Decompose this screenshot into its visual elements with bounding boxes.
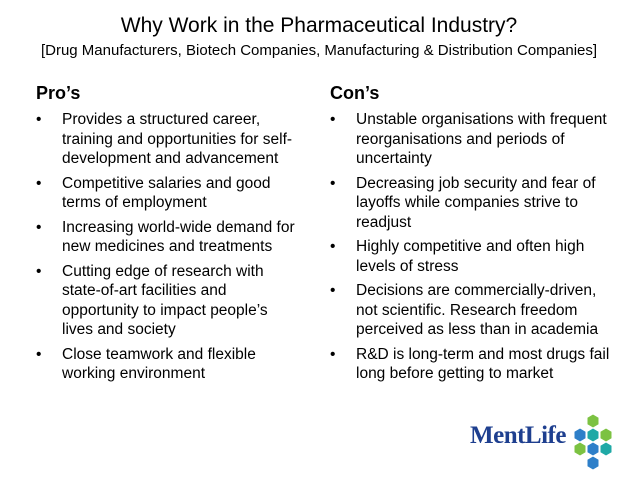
bullet: • bbox=[36, 111, 42, 128]
list-item-text: Highly competitive and often high levels of stress bbox=[356, 238, 585, 275]
cons-heading: Con’s bbox=[330, 83, 380, 103]
pros-column bbox=[36, 82, 298, 389]
cons-list bbox=[330, 110, 610, 384]
list-item bbox=[330, 281, 610, 340]
list-item bbox=[330, 345, 610, 384]
bullet: • bbox=[36, 218, 42, 236]
cons-column bbox=[330, 82, 610, 389]
hexagon-molecule-icon bbox=[568, 412, 618, 472]
hexagon-icon bbox=[587, 428, 599, 442]
list-item bbox=[330, 110, 610, 169]
hexagon-icon bbox=[600, 428, 612, 442]
bullet: • bbox=[330, 174, 336, 192]
list-item-text: Competitive salaries and good terms of employment bbox=[62, 174, 271, 211]
slide-subtitle: [Drug Manufacturers, Biotech Companies, Manufacturing & Distribution Companies] bbox=[40, 42, 598, 59]
hexagon-icon bbox=[600, 442, 612, 456]
list-item bbox=[36, 262, 298, 340]
mentlife-logo bbox=[470, 412, 620, 472]
logo-text: MentLife bbox=[470, 422, 566, 449]
bullet: • bbox=[330, 282, 336, 299]
list-item-text: Increasing world-wide demand for new medicines and treatments bbox=[62, 218, 295, 255]
bullet: • bbox=[36, 262, 42, 280]
bullet: • bbox=[330, 111, 336, 128]
hexagon-icon bbox=[574, 428, 586, 442]
list-item bbox=[330, 237, 610, 276]
list-item bbox=[36, 174, 298, 213]
hexagon-icon bbox=[587, 414, 599, 428]
list-item-text: R&D is long-term and most drugs fail long before getting to market bbox=[356, 345, 610, 382]
list-item bbox=[36, 218, 298, 257]
bullet: • bbox=[36, 345, 42, 363]
bullet: • bbox=[330, 345, 336, 363]
bullet: • bbox=[330, 238, 336, 255]
hexagon-icon bbox=[587, 456, 599, 470]
hexagon-icon bbox=[574, 442, 586, 456]
pros-heading: Pro’s bbox=[36, 83, 81, 103]
list-item-text: Unstable organisations with frequent reorganisations and periods of uncertainty bbox=[356, 111, 607, 167]
list-item bbox=[330, 174, 610, 233]
pros-list bbox=[36, 110, 298, 384]
list-item-text: Close teamwork and flexible working environment bbox=[62, 345, 256, 382]
list-item bbox=[36, 110, 298, 169]
list-item-text: Decisions are commercially-driven, not scientific. Research freedom perceived as less than in academia bbox=[356, 282, 599, 338]
slide-title: Why Work in the Pharmaceutical Industry? bbox=[120, 14, 518, 37]
list-item-text: Provides a structured career, training and opportunities for self-development and advancement bbox=[62, 111, 293, 167]
list-item-text: Cutting edge of research with state-of-art facilities and opportunity to impact people’s lives and society bbox=[62, 262, 268, 338]
bullet: • bbox=[36, 174, 42, 192]
hexagon-icon bbox=[587, 442, 599, 456]
list-item-text: Decreasing job security and fear of layoffs while companies strive to readjust bbox=[356, 174, 596, 231]
list-item bbox=[36, 345, 298, 384]
